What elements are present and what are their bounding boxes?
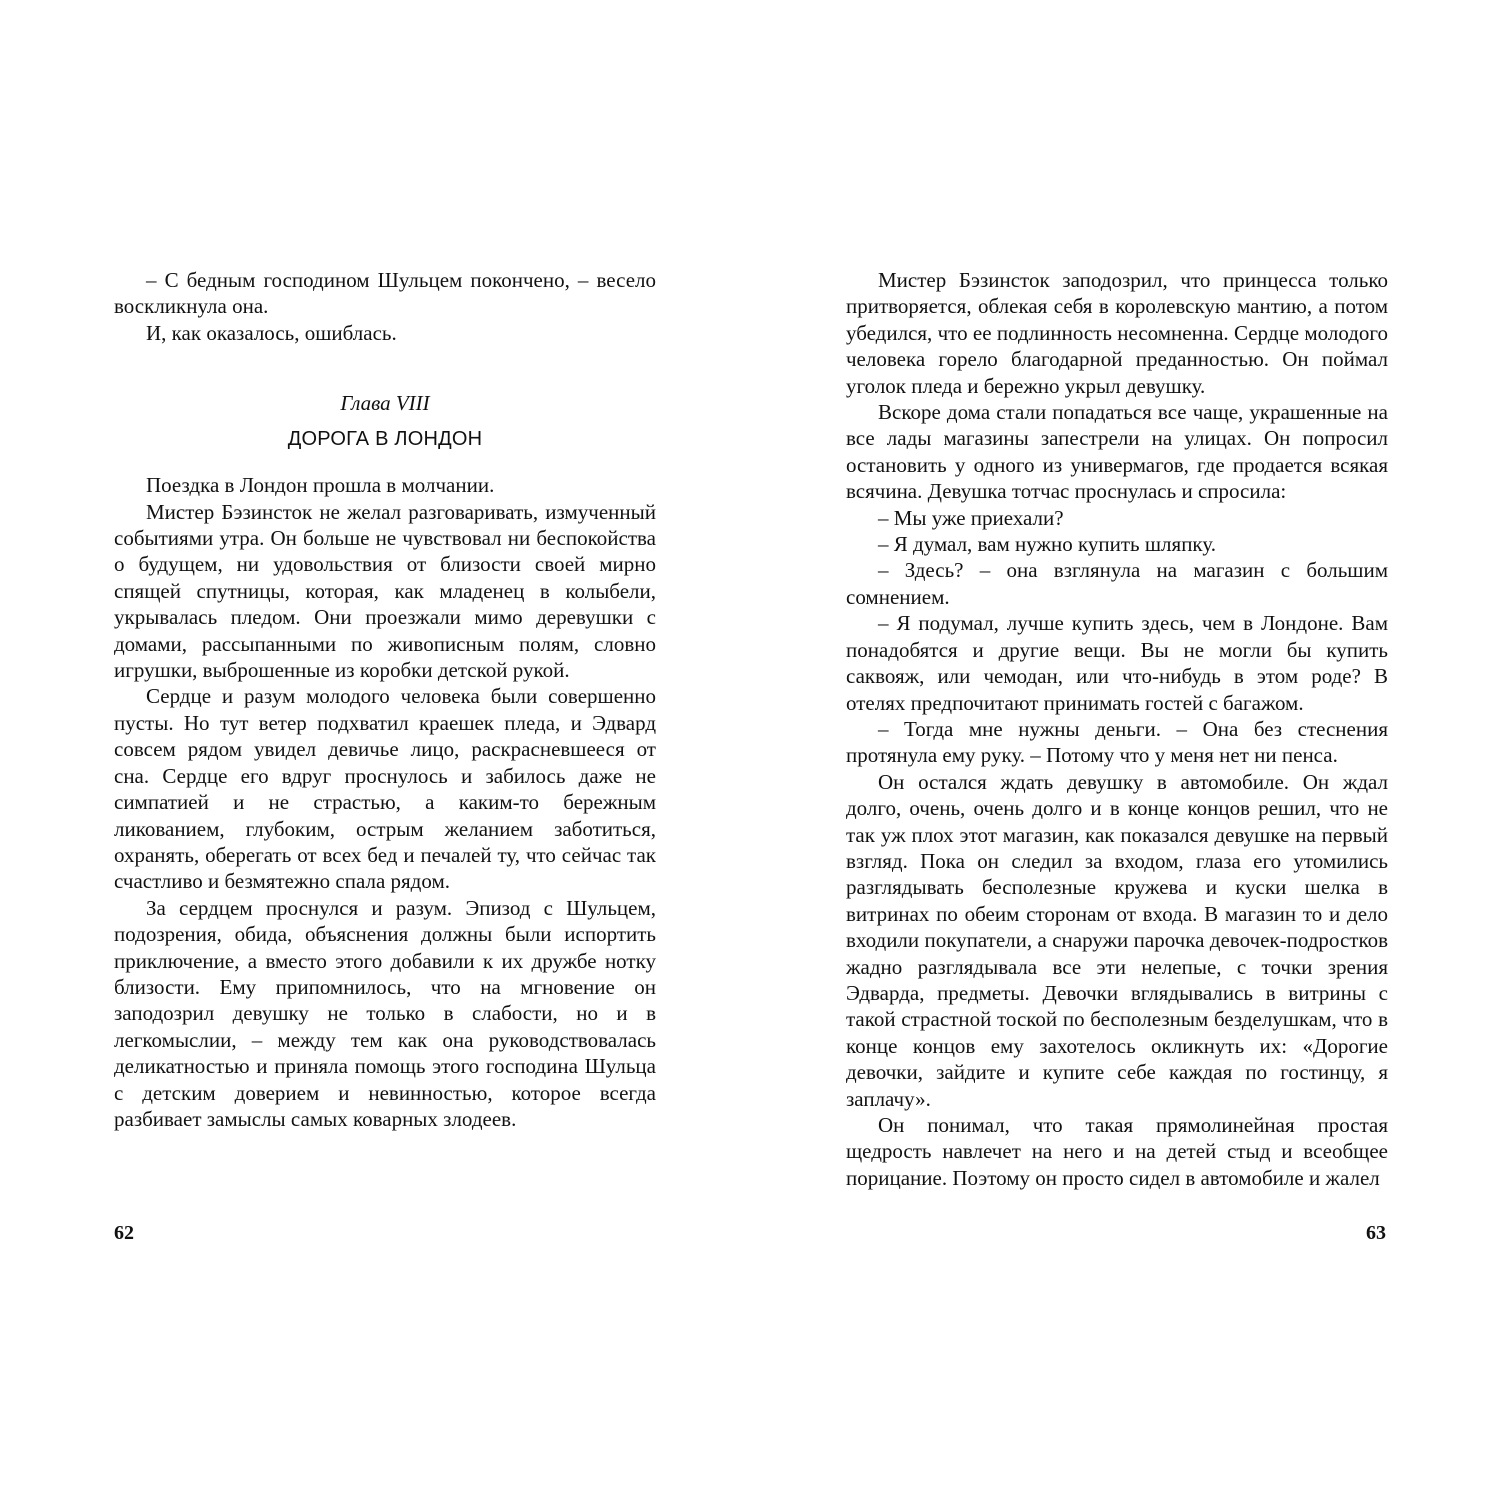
- paragraph: За сердцем проснулся и разум. Эпизод с Шульцем, подозрения, обида, объяснения должны были испортить приключение, а вместо этого добавили к их дружбе нотку близости. Ему припомнилось, что на мгновение он заподозрил девушку не только в слабости, но и в легкомыслии, – между тем как она руководствовалась деликатностью и приняла помощь этого господина Шульца с детским доверием и невинностью, которое всегда разбивает замыслы самых коварных злодеев.: [114, 895, 656, 1131]
- paragraph: Он остался ждать девушку в автомобиле. Он ждал долго, очень, очень долго и в конце концов решил, что не так уж плох этот магазин, как показался девушке на первый взгляд. Пока он следил за входом, глаза его утомились разглядывать бесполезные кружева и куски шелка в витринах по обеим сторонам от входа. В магазин то и дело входили покупатели, а снаружи парочка девочек-подростков жадно разглядывала все эти нелепые, с точки зрения Эдварда, предметы. Девочки вглядывались в витрины с такой страстной тоской по бесполезным безделушкам, что в конце концов ему захотелось окликнуть их: «Дорогие девочки, зайдите и купите себе каждая по гостинцу, я заплачу».: [846, 769, 1388, 1111]
- paragraph: – Тогда мне нужны деньги. – Она без стеснения протянула ему руку. – Потому что у меня нет ни пенса.: [846, 716, 1388, 768]
- paragraph: И, как оказалось, ошиблась.: [146, 320, 397, 345]
- page-number-right: 63: [1366, 1222, 1386, 1244]
- left-page: [114, 267, 656, 1132]
- paragraph: Сердце и разум молодого человека были совершенно пусты. Но тут ветер подхватил краешек пледа, и Эдвард совсем рядом увидел девичье лицо, раскрасневшееся от сна. Сердце его вдруг проснулось и забилось даже не симпатией и не страстью, а каким-то бережным ликованием, глубоким, острым желанием заботиться, охранять, оберегать от всех бед и печалей ту, что сейчас так счастливо и безмятежно спала рядом.: [114, 684, 656, 894]
- right-page: [846, 267, 1388, 1191]
- paragraph: – Здесь? – она взглянула на магазин с большим сомнением.: [846, 558, 1388, 609]
- paragraph: – С бедным господином Шульцем покончено, – весело воскликнула она.: [114, 268, 656, 319]
- paragraph: Мистер Бэзинсток заподозрил, что принцесса только притворяется, облекая себя в королевскую мантию, а потом убедился, что ее подлинность несомненна. Сердце молодого человека горело благодарной преданностью. Он поймал уголок пледа и бережно укрыл девушку.: [846, 268, 1388, 398]
- paragraph: – Я подумал, лучше купить здесь, чем в Лондоне. Вам понадобятся и другие вещи. Вы не могли бы купить саквояж, или чемодан, или что-нибудь в этом роде? В отелях предпочитают принимать гостей с багажом.: [846, 611, 1388, 715]
- page-number-left: 62: [114, 1222, 134, 1244]
- paragraph: Мистер Бэзинсток не желал разговаривать, измученный событиями утра. Он больше не чувствовал ни беспокойства о будущем, ни удовольствия от близости своей мирно спящей спутницы, которая, как младенец в колыбели, укрывалась пледом. Они проезжали мимо деревушки с домами, рассыпанными по живописным полям, словно игрушки, выброшенные из коробки детской рукой.: [114, 499, 656, 683]
- paragraph: Он понимал, что такая прямолинейная простая щедрость навлечет на него и на детей стыд и всеобщее порицание. Поэтому он просто сидел в автомобиле и жалел: [846, 1113, 1388, 1190]
- paragraph: – Я думал, вам нужно купить шляпку.: [878, 532, 1216, 557]
- paragraph: Вскоре дома стали попадаться все чаще, украшенные на все лады магазины запестрели на улицах. Он попросил остановить у одного из универмагов, где продается всякая всячина. Девушка тотчас проснулась и спросила:: [846, 400, 1388, 504]
- paragraph: – Мы уже приехали?: [878, 505, 1064, 530]
- chapter-label: Глава VIII: [340, 391, 430, 416]
- chapter-title: ДОРОГА В ЛОНДОН: [287, 428, 483, 451]
- paragraph: Поездка в Лондон прошла в молчании.: [146, 473, 495, 498]
